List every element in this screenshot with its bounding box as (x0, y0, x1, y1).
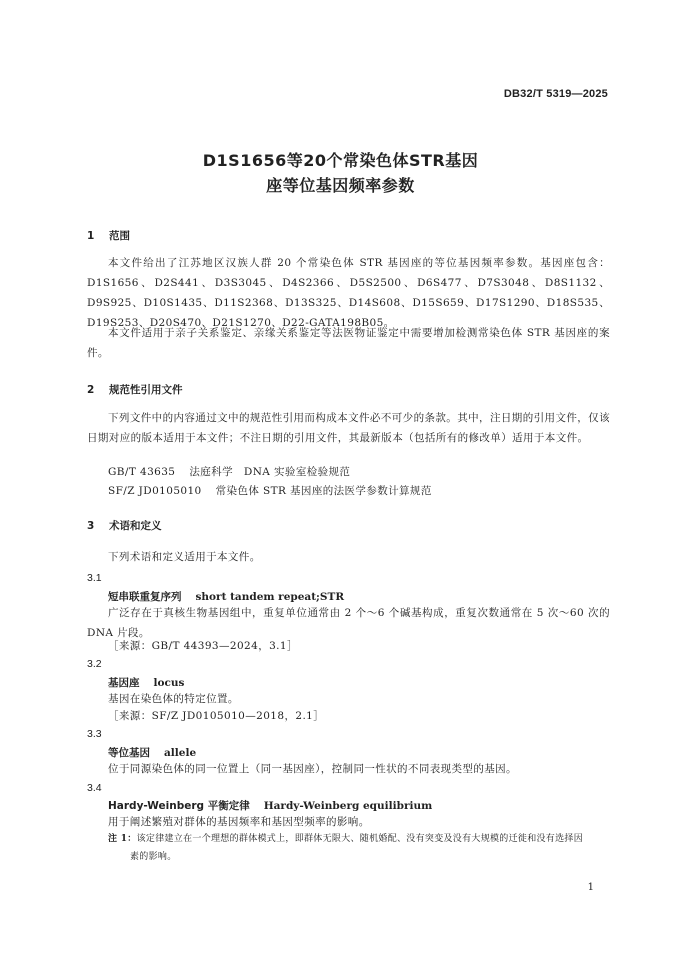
section-3-heading (87, 518, 162, 533)
term-chinese: 短串联重复序列 (108, 591, 182, 603)
document-title-line1: D1S1656等20个常染色体STR基因 (202, 151, 479, 170)
reference-code: GB/T 43635 (108, 466, 176, 478)
reference-title: 法庭科学 DNA 实验室检验规范 (189, 466, 351, 478)
term-source: ［来源：GB/T 44393—2024，3.1］ (108, 640, 298, 652)
note-label: 注 1： (108, 834, 137, 844)
section-3-intro: 下列术语和定义适用于本文件。 (108, 551, 261, 563)
reference-code: SF/Z JD0105010 (108, 485, 202, 497)
term-english: allele (164, 747, 197, 759)
term-definition: 基因在染色体的特定位置。 (108, 693, 239, 705)
term-english: locus (153, 677, 185, 689)
section-title: 规范性引用文件 (109, 384, 183, 396)
term-heading (108, 745, 196, 760)
term-heading (108, 798, 432, 813)
term-heading (108, 675, 184, 690)
term-chinese: 基因座 (108, 677, 140, 689)
normative-reference (108, 481, 432, 501)
normative-reference (108, 462, 350, 482)
section-2-paragraph-1: 下列文件中的内容通过文中的规范性引用而构成本文件必不可少的条款。其中，注日期的引用文件，仅该日期对应的版本适用于本文件；不注日期的引用文件，其最新版本（包括所有的修改单）适用于本文件。 (87, 412, 610, 444)
term-number: 3.3 (87, 728, 102, 740)
term-note (108, 830, 610, 866)
term-number: 3.1 (87, 572, 102, 584)
section-title: 术语和定义 (109, 520, 162, 532)
note-text-line1: 该定律建立在一个理想的群体模式上，即群体无限大、随机婚配、没有突变及没有大规模的迁徙和没有选择因 (136, 834, 584, 844)
term-chinese: Hardy-Weinberg 平衡定律 (108, 800, 250, 812)
section-title: 范围 (109, 230, 130, 242)
section-1-paragraph-2: 本文件适用于亲子关系鉴定、亲缘关系鉴定等法医物证鉴定中需要增加检测常染色体 STR 基因座的案件。 (87, 327, 610, 359)
document-code: DB32/T 5319—2025 (503, 88, 608, 100)
section-1-heading (87, 228, 130, 243)
section-number: 1 (87, 230, 95, 242)
section-1-paragraph-1: 本文件给出了江苏地区汉族人群 20 个常染色体 STR 基因座的等位基因频率参数。基因座包含：D1S1656、D2S441、D3S3045、D4S2366、D5S2500、D6S477、D7S3048、D8S1132、D9S925、D10S1435、D11S2368、D13S325、D14S608、D15S659、D17S1290、D18S535、D19S253、D20S470、D21S1270、D22-GATA198B05。 (87, 257, 610, 329)
term-definition: 用于阐述繁殖对群体的基因频率和基因型频率的影响。 (108, 816, 370, 828)
section-2-heading (87, 382, 183, 397)
term-english: Hardy-Weinberg equilibrium (263, 800, 433, 812)
term-definition: 位于同源染色体的同一位置上（同一基因座），控制同一性状的不同表现类型的基因。 (108, 763, 517, 775)
term-chinese: 等位基因 (108, 747, 150, 759)
term-number: 3.4 (87, 782, 102, 794)
page-number: 1 (587, 882, 594, 893)
document-title-line2: 座等位基因频率参数 (266, 176, 415, 195)
note-text-line2: 素的影响。 (130, 852, 177, 862)
term-heading (108, 589, 344, 604)
term-english: short tandem repeat;STR (195, 591, 345, 603)
term-number: 3.2 (87, 658, 102, 670)
term-source: ［来源：SF/Z JD0105010—2018，2.1］ (108, 710, 325, 722)
section-number: 2 (87, 384, 95, 396)
term-definition: 广泛存在于真核生物基因组中，重复单位通常由 2 个～6 个碱基构成，重复次数通常在 5 次～60 次的 DNA 片段。 (87, 607, 610, 639)
reference-title: 常染色体 STR 基因座的法医学参数计算规范 (215, 485, 432, 497)
section-number: 3 (87, 520, 95, 532)
